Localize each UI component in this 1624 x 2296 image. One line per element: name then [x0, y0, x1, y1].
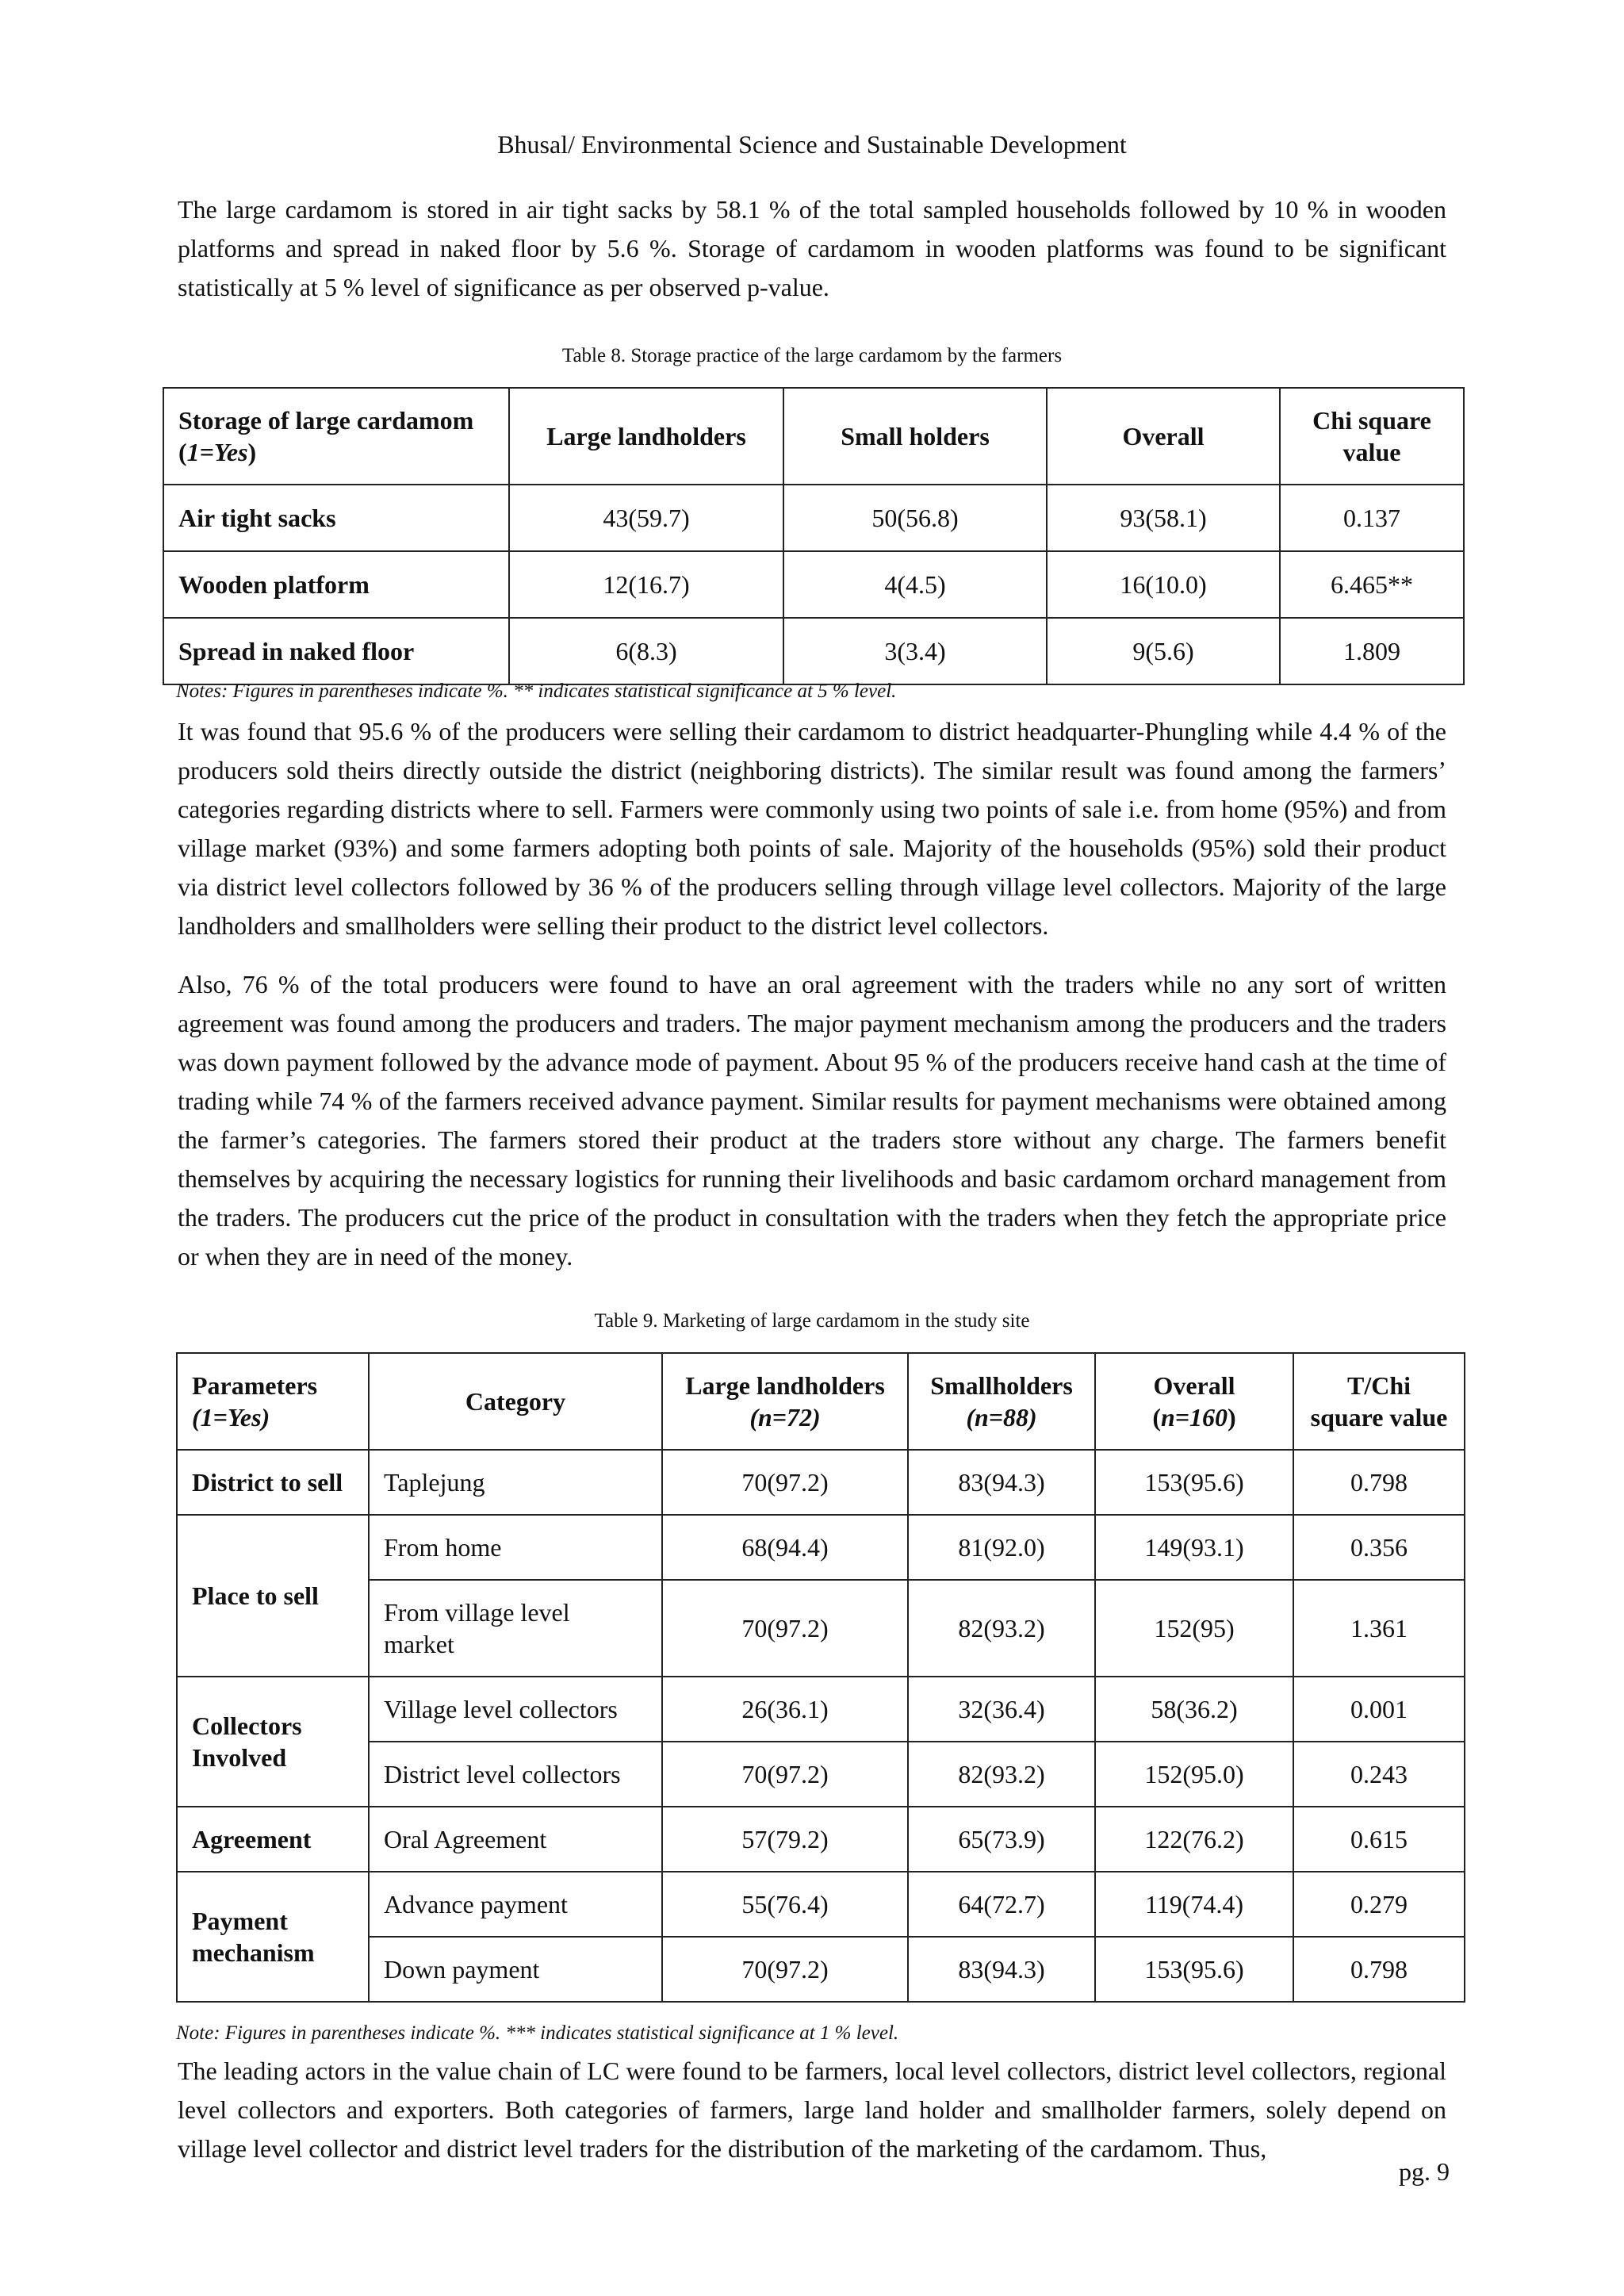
paragraph-agreement: Also, 76 % of the total producers were found to have an oral agreement with the traders while no any sort of written agreement was found among the producers and traders. The major payment mechanism among the producers and the traders was down payment followed by the advance mode of payment. About 95 % of the producers receive hand cash at the time of trading while 74 % of the farmers received advance payment. Similar results for payment mechanisms were obtained among the farmer’s categories. The farmers stored their product at the traders store without any charge. The farmers benefit themselves by acquiring the necessary logistics for running their livelihoods and basic cardamom orchard management from the traders. The producers cut the price of the product in consultation with the traders when they fetch the appropriate price or when they are in need of the money. [178, 970, 1446, 1271]
paragraph-storage: The large cardamom is stored in air tight sacks by 58.1 % of the total sampled households followed by 10 % in wooden platforms and spread in naked floor by 5.6 %. Storage of cardamom in wooden platforms was found to be significant statistically at 5 % level of significance as per observed p-value. [178, 195, 1446, 301]
table9-group-collectors-line2: Involved [192, 1743, 287, 1772]
table9-cell-category: District level collectors [369, 1742, 662, 1807]
table8-cell-small: 4(4.5) [783, 551, 1047, 618]
table9-cell-small: 83(94.3) [908, 1450, 1095, 1515]
table8-header-storage [163, 388, 509, 485]
table8-cell-small: 3(3.4) [783, 618, 1047, 684]
table9-cell-large: 68(94.4) [662, 1515, 908, 1580]
table-row [163, 618, 1464, 684]
table9-cell-large: 70(97.2) [662, 1580, 908, 1677]
table9-cell-overall: 152(95) [1095, 1580, 1293, 1677]
table9-cell-category: From home [369, 1515, 662, 1580]
table8-header-large: Large landholders [509, 388, 783, 485]
table9-cell-chi: 0.001 [1293, 1677, 1465, 1742]
table9-cell-large: 26(36.1) [662, 1677, 908, 1742]
table9-header-overall-line1: Overall [1153, 1371, 1235, 1400]
table9-cell-chi: 0.356 [1293, 1515, 1465, 1580]
table9-group-collectors-line1: Collectors [192, 1711, 302, 1740]
table8-cell-large: 12(16.7) [509, 551, 783, 618]
table9-cell-chi: 0.798 [1293, 1450, 1465, 1515]
table9-marketing [176, 1352, 1465, 2003]
table-row [177, 1580, 1465, 1677]
table8-row-label: Spread in naked floor [163, 618, 509, 684]
table8-cell-large: 6(8.3) [509, 618, 783, 684]
table9-header-parameters-line2: (1=Yes) [192, 1403, 270, 1432]
table9-group-agreement: Agreement [177, 1807, 369, 1872]
table9-header-row [177, 1353, 1465, 1450]
table9-cell-small: 81(92.0) [908, 1515, 1095, 1580]
table9-cell-small: 83(94.3) [908, 1937, 1095, 2002]
table9-header-large-line2: (n=72) [749, 1403, 821, 1432]
table9-cell-chi: 0.279 [1293, 1872, 1465, 1937]
table9-group-collectors [177, 1677, 369, 1807]
table9-caption: Table 9. Marketing of large cardamom in the study site [594, 1310, 1030, 1332]
table9-group-payment [177, 1872, 369, 2002]
table9-cell-overall: 153(95.6) [1095, 1937, 1293, 2002]
table9-header-large [662, 1353, 908, 1450]
table9-cell-overall: 122(76.2) [1095, 1807, 1293, 1872]
table-row [163, 485, 1464, 551]
table-row [177, 1742, 1465, 1807]
table8-cell-chi: 6.465** [1280, 551, 1464, 618]
table9-header-small [908, 1353, 1095, 1450]
table9-header-parameters-line1: Parameters [192, 1371, 318, 1400]
table8-header-small: Small holders [783, 388, 1047, 485]
table8-header-chi-line2: value [1342, 438, 1401, 466]
table9-cell-small: 82(93.2) [908, 1580, 1095, 1677]
table9-cell-category-line2: market [384, 1630, 454, 1658]
table9-header-overall-n: n=160 [1160, 1403, 1228, 1432]
running-header: Bhusal/ Environmental Science and Sustainable Development [497, 130, 1127, 159]
table9-cell-category: Advance payment [369, 1872, 662, 1937]
table8-header-chi-line1: Chi square [1312, 406, 1431, 435]
table9-cell-small: 82(93.2) [908, 1742, 1095, 1807]
table9-cell-category: Taplejung [369, 1450, 662, 1515]
table9-header-category: Category [369, 1353, 662, 1450]
table9-cell-large: 70(97.2) [662, 1937, 908, 2002]
table9-cell-overall: 152(95.0) [1095, 1742, 1293, 1807]
table9-group-district: District to sell [177, 1450, 369, 1515]
table9-header-overall-paren-close: ) [1228, 1403, 1236, 1432]
table8-caption: Table 8. Storage practice of the large cardamom by the farmers [561, 345, 1063, 366]
table9-cell-chi: 0.615 [1293, 1807, 1465, 1872]
table-row [177, 1677, 1465, 1742]
table8-header-row [163, 388, 1464, 485]
table8-header-chi [1280, 388, 1464, 485]
table9-group-place: Place to sell [177, 1515, 369, 1677]
paragraph-value-chain: The leading actors in the value chain of LC were found to be farmers, local level collectors, district level collectors, regional level collectors and exporters. Both categories of farmers, large land holder and smallholder farmers, solely depend on village level collector and district level traders for the distribution of the marketing of the cardamom. Thus, [178, 2056, 1446, 2163]
table9-header-chi [1293, 1353, 1465, 1450]
table9-cell-chi: 0.243 [1293, 1742, 1465, 1807]
paragraph-selling: It was found that 95.6 % of the producers were selling their cardamom to district headquarter-Phungling while 4.4 % of the producers sold theirs directly outside the district (neighboring districts). The similar result was found among the farmers’ categories regarding districts where to sell. Farmers were commonly using two points of sale i.e. from home (95%) and from village market (93%) and some farmers adopting both points of sale. Majority of the households (95%) sold their product via district level collectors followed by 36 % of the producers selling through village level collectors. Majority of the large landholders and smallholders were selling their product to the district level collectors. [178, 717, 1446, 940]
table9-header-chi-line1: T/Chi [1346, 1371, 1411, 1400]
table8-header-paren-close: ) [247, 438, 257, 466]
table9-group-payment-line1: Payment [192, 1907, 288, 1935]
table9-cell-large: 55(76.4) [662, 1872, 908, 1937]
table8-cell-large: 43(59.7) [509, 485, 783, 551]
table9-cell-large: 70(97.2) [662, 1450, 908, 1515]
table8-header-paren-open: ( [178, 438, 187, 466]
table-row [177, 1450, 1465, 1515]
table9-cell-category [369, 1580, 662, 1677]
table-row [177, 1872, 1465, 1937]
table9-cell-large: 57(79.2) [662, 1807, 908, 1872]
table8-row-label: Air tight sacks [163, 485, 509, 551]
table9-header-large-line1: Large landholders [685, 1371, 885, 1400]
table9-cell-large: 70(97.2) [662, 1742, 908, 1807]
table-row [177, 1937, 1465, 2002]
table8-note: Notes: Figures in parentheses indicate %. ** indicates statistical significance at 5 % level. [176, 680, 897, 702]
page-number: pg. 9 [1399, 2157, 1450, 2186]
table9-note: Note: Figures in parentheses indicate %. *** indicates statistical significance at 1 % level. [176, 2022, 899, 2044]
table9-cell-small: 64(72.7) [908, 1872, 1095, 1937]
table-row [177, 1515, 1465, 1580]
table8-cell-overall: 9(5.6) [1047, 618, 1280, 684]
table9-cell-small: 32(36.4) [908, 1677, 1095, 1742]
table9-header-small-line1: Smallholders [930, 1371, 1073, 1400]
table9-group-payment-line2: mechanism [192, 1938, 315, 1967]
table9-header-parameters [177, 1353, 369, 1450]
table9-cell-category: Oral Agreement [369, 1807, 662, 1872]
table8-cell-overall: 93(58.1) [1047, 485, 1280, 551]
table9-cell-overall: 119(74.4) [1095, 1872, 1293, 1937]
table8-cell-chi: 1.809 [1280, 618, 1464, 684]
table9-cell-category-line1: From village level [384, 1598, 570, 1627]
table9-cell-overall: 153(95.6) [1095, 1450, 1293, 1515]
table9-cell-chi: 0.798 [1293, 1937, 1465, 2002]
table9-cell-overall: 58(36.2) [1095, 1677, 1293, 1742]
table8-header-overall: Overall [1047, 388, 1280, 485]
table8-header-storage-line1: Storage of large cardamom [178, 406, 474, 435]
table9-cell-category: Village level collectors [369, 1677, 662, 1742]
table8-row-label: Wooden platform [163, 551, 509, 618]
table9-header-chi-line2: square value [1310, 1403, 1448, 1432]
table-row [163, 551, 1464, 618]
table9-cell-overall: 149(93.1) [1095, 1515, 1293, 1580]
table9-cell-small: 65(73.9) [908, 1807, 1095, 1872]
table8-storage-practice [163, 387, 1465, 685]
table9-cell-chi: 1.361 [1293, 1580, 1465, 1677]
table-row [177, 1807, 1465, 1872]
table8-cell-chi: 0.137 [1280, 485, 1464, 551]
table9-cell-category: Down payment [369, 1937, 662, 2002]
table8-cell-overall: 16(10.0) [1047, 551, 1280, 618]
table9-header-overall-paren-open: ( [1152, 1403, 1161, 1432]
table9-header-small-line2: (n=88) [966, 1403, 1037, 1432]
table8-cell-small: 50(56.8) [783, 485, 1047, 551]
table8-header-yes-code: 1=Yes [186, 438, 248, 466]
table9-header-overall [1095, 1353, 1293, 1450]
